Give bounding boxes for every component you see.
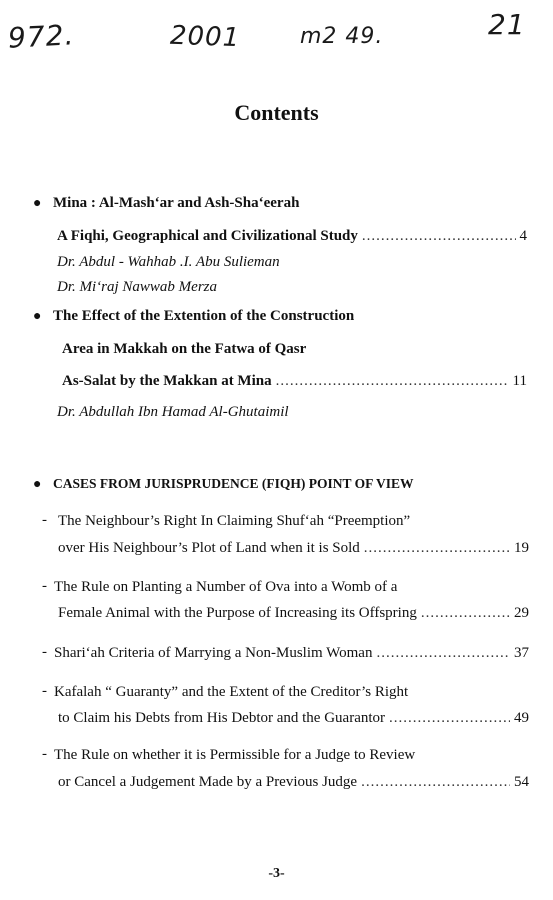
case-1-line-1: The Neighbour’s Right In Claiming Shuf‘ah “Preemption”: [58, 513, 411, 529]
handwritten-note-right: 21: [488, 8, 526, 41]
case-5-line-1: The Rule on whether it is Permissible for a Judge to Review: [54, 747, 416, 763]
bullet-icon: ●: [33, 309, 42, 324]
dash-marker: -: [42, 644, 47, 660]
case-4-line-1: Kafalah “ Guaranty” and the Extent of the Creditor’s Right: [54, 684, 409, 700]
section1-subtitle: A Fiqhi, Geographical and Civilizational Study: [57, 228, 358, 244]
handwritten-note-year: 2001: [169, 20, 241, 54]
dash-marker: -: [42, 746, 47, 762]
section1-author-1: Dr. Abdul - Wahhab .I. Abu Sulieman: [57, 254, 280, 270]
section2-page-number: 11: [512, 373, 527, 389]
section1-heading: Mina : Al-Mash‘ar and Ash-Sha‘eerah: [53, 195, 300, 211]
section2-author: Dr. Abdullah Ibn Hamad Al-Ghutaimil: [57, 404, 289, 420]
cases-heading: CASES FROM JURISPRUDENCE (FIQH) POINT OF VIEW: [53, 476, 414, 491]
case-5-entry: [58, 773, 529, 791]
dash-marker: -: [42, 512, 47, 528]
case-3-entry: [54, 644, 529, 662]
section1-page-number: 4: [519, 228, 527, 244]
dash-marker: -: [42, 683, 47, 699]
case-2-line-1: The Rule on Planting a Number of Ova into a Womb of a: [54, 579, 398, 595]
case-4-line-2: to Claim his Debts from His Debtor and the Guarantor: [58, 710, 386, 726]
section2-title-line-1: The Effect of the Extention of the Construction: [53, 308, 355, 324]
dot-leader: [389, 709, 510, 727]
case-2-line-2: Female Animal with the Purpose of Increasing its Offspring: [58, 605, 417, 621]
dot-leader: [421, 604, 510, 622]
case-3-page-number: 37: [514, 645, 529, 661]
case-1-page-number: 19: [514, 540, 529, 556]
bullet-icon: ●: [33, 196, 42, 211]
case-3-line-1: Shari‘ah Criteria of Marrying a Non-Muslim Woman: [54, 645, 373, 661]
section2-title-line-2: Area in Makkah on the Fatwa of Qasr: [62, 341, 307, 357]
page-number-footer: -3-: [268, 866, 285, 881]
dot-leader: [361, 773, 510, 791]
case-4-page-number: 49: [514, 710, 529, 726]
case-1-entry: [58, 539, 529, 557]
case-5-line-2: or Cancel a Judgement Made by a Previous Judge: [58, 774, 358, 790]
dash-marker: -: [42, 578, 47, 594]
case-2-entry: [58, 604, 529, 622]
section2-entry: [62, 372, 527, 390]
handwritten-note-issue: m2 49.: [300, 24, 384, 49]
handwritten-note-left: 972.: [7, 18, 76, 55]
bullet-icon: ●: [33, 477, 42, 492]
section1-entry: [57, 227, 527, 245]
case-5-page-number: 54: [514, 774, 529, 790]
dot-leader: [376, 644, 510, 662]
section2-title-line-3: As-Salat by the Makkan at Mina: [62, 373, 272, 389]
case-4-entry: [58, 709, 529, 727]
section1-author-2: Dr. Mi‘raj Nawwab Merza: [57, 279, 218, 295]
case-2-page-number: 29: [514, 605, 529, 621]
case-1-line-2: over His Neighbour’s Plot of Land when it is Sold: [58, 540, 360, 556]
dot-leader: [364, 539, 510, 557]
dot-leader: [276, 372, 509, 390]
dot-leader: [362, 227, 516, 245]
page-title: Contents: [234, 100, 319, 125]
